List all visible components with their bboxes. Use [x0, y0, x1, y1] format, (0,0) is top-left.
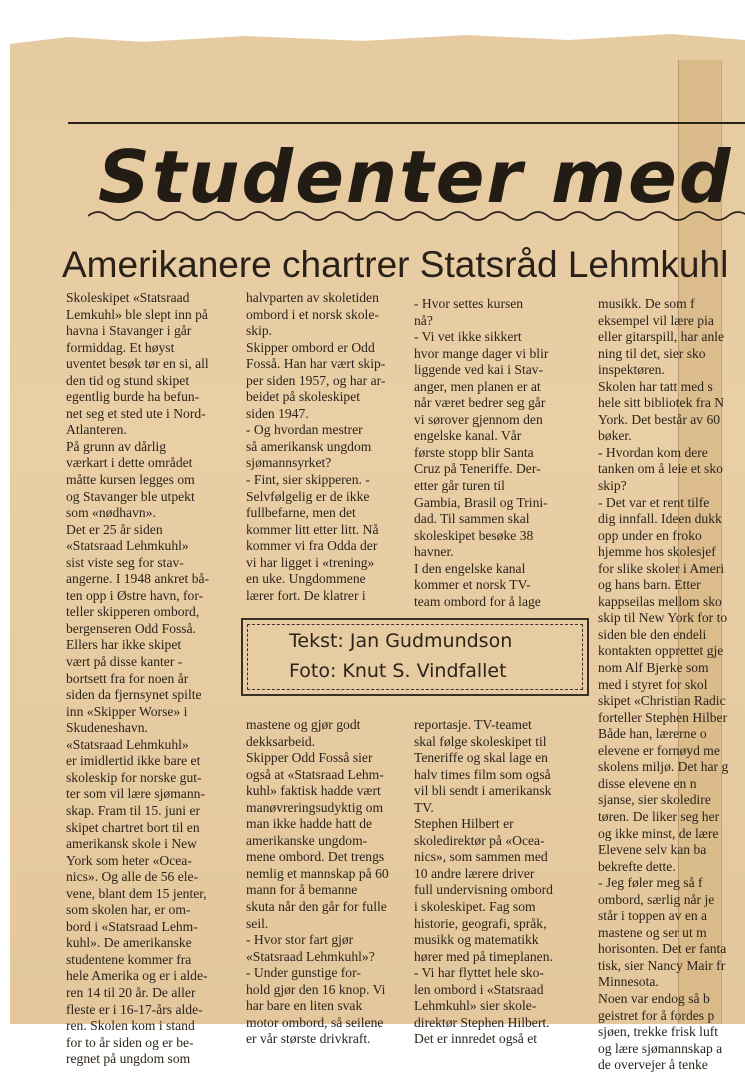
text-line: kappseilas mellom sko	[598, 593, 722, 609]
text-line: skoleskipet besøke 38	[414, 527, 534, 543]
text-line: bortsett fra for noen år	[66, 670, 189, 686]
article-column-3-bottom	[414, 717, 589, 1048]
text-line: Ellers har ikke skipet	[66, 637, 182, 653]
text-line: for to år siden og er be-	[66, 1034, 194, 1050]
text-line: Skoleskipet «Statsraad	[66, 290, 190, 305]
text-line: «Statsraad Lehmkuhl»	[66, 538, 189, 554]
text-line: I den engelske kanal	[414, 560, 526, 576]
text-line: regnet på ungdom som	[66, 1051, 191, 1067]
text-line: per siden 1957, og har ar-	[246, 372, 386, 388]
text-line: Teneriffe og skal lage en	[414, 750, 548, 766]
text-line: mastene og gjør godt	[246, 717, 361, 732]
text-line: hele Amerika og er i alde-	[66, 968, 208, 984]
text-line: skip?	[598, 478, 627, 494]
text-line: havna i Stavanger i går	[66, 323, 192, 339]
text-line: bergenseren Odd Fosså.	[66, 620, 196, 636]
text-line: formiddag. Et høyst	[66, 339, 175, 355]
text-line: Fosså. Han har vært skip-	[246, 356, 386, 372]
text-line: nics». Og alle de 56 ele-	[66, 869, 199, 885]
text-line: kuhl» faktisk hadde vært	[246, 783, 381, 799]
text-line: etter går turen til	[414, 478, 505, 494]
text-line: Lemkuhl» ble slept inn på	[66, 306, 208, 322]
text-line: Skolen har tatt med s	[598, 378, 713, 394]
text-credit: Tekst: Jan Gudmundson	[289, 630, 513, 652]
text-line: skolens miljø. Det har g	[598, 759, 729, 775]
text-line: amerikansk skole i New	[66, 836, 197, 852]
text-line: - Hvor stor fart gjør	[246, 932, 354, 948]
text-line: York. Det består av 60	[598, 411, 721, 427]
text-line: nå?	[414, 312, 433, 328]
text-line: dig innfall. Ideen dukk	[598, 511, 722, 527]
text-line: skap. Fram til 15. juni er	[66, 802, 201, 818]
text-line: - Jeg føler meg så f	[598, 875, 703, 891]
text-line: full undervisning ombord	[414, 882, 553, 898]
text-line: siden 1947.	[246, 405, 309, 421]
text-line: vene, blant dem 15 jenter,	[66, 885, 207, 901]
text-line: - Hvor settes kursen	[414, 296, 524, 311]
text-line: vi sørover gjennom den	[414, 411, 543, 427]
text-line: skuta når den går for fulle	[246, 899, 387, 915]
text-line: og Stavanger ble utpekt	[66, 488, 195, 504]
text-line: inspektøren.	[598, 362, 665, 378]
text-line: og hans barn. Etter	[598, 577, 701, 593]
text-line: skip til New York for to	[598, 610, 728, 626]
text-line: opp under en froko	[598, 527, 702, 543]
article-column-4	[598, 296, 745, 1074]
text-line: står i toppen av en a	[598, 908, 708, 924]
text-line: sjanse, sier skoledire	[598, 792, 711, 808]
text-line: Både han, lærerne o	[598, 726, 707, 742]
text-line: historie, geografi, språk,	[414, 915, 547, 931]
text-line: en uke. Ungdommene	[246, 571, 366, 587]
text-line: Lehmkuhl» sier skole-	[414, 998, 537, 1014]
text-line: bekrefte dette.	[598, 858, 676, 874]
text-line: engelske kanal. Vår	[414, 428, 522, 444]
text-line: hjemme hos skolesjef	[598, 544, 716, 560]
text-line: nics», som sammen med	[414, 849, 548, 865]
text-line: kontakten opprettet gje	[598, 643, 724, 659]
text-line: Atlanteren.	[66, 422, 127, 438]
text-line: teller skipperen ombord,	[66, 604, 200, 620]
text-line: tisk, sier Nancy Mair fr	[598, 957, 726, 973]
text-line: siden ble den endeli	[598, 626, 707, 642]
text-line: ren 14 til 20 år. De aller	[66, 984, 196, 1000]
text-line: amerikanske ungdom-	[246, 832, 368, 848]
text-line: den tid og stund skipet	[66, 372, 190, 388]
text-line: havner.	[414, 544, 454, 560]
text-line: ten opp i Østre havn, for-	[66, 587, 204, 603]
text-line: seil.	[246, 915, 269, 931]
text-line: - Og hvordan mestrer	[246, 422, 363, 438]
text-line: skal følge skoleskipet til	[414, 733, 547, 749]
text-line: dad. Til sammen skal	[414, 511, 530, 527]
text-line: hvor mange dager vi blir	[414, 345, 549, 361]
text-line: bøker.	[598, 428, 632, 444]
text-line: siden da fjernsynet spilte	[66, 687, 202, 703]
text-line: også at «Statsraad Lehm-	[246, 766, 384, 782]
photo-credit: Foto: Knut S. Vindfallet	[289, 660, 507, 682]
text-line: ning til det, sier sko	[598, 345, 706, 361]
text-line: hører med på timeplanen.	[414, 948, 553, 964]
text-line: - Vi vet ikke sikkert	[414, 329, 522, 345]
text-line: Skipper Odd Fosså sier	[246, 750, 373, 766]
text-line: 10 andre lærere driver	[414, 865, 535, 881]
article-column-3-top	[414, 296, 589, 610]
text-line: anger, men planen er at	[414, 378, 541, 394]
text-line: skip.	[246, 323, 273, 339]
text-line: Elevene selv kan ba	[598, 842, 707, 858]
text-line: sjøen, trekke frisk luft	[598, 1024, 719, 1040]
text-line: ter som vil lære sjømann-	[66, 786, 205, 802]
text-line: reportasje. TV-teamet	[414, 717, 532, 732]
text-line: Gambia, Brasil og Trini-	[414, 494, 548, 510]
text-line: beidet på skoleskipet	[246, 389, 361, 405]
text-line: halv times film som også	[414, 766, 551, 782]
text-line: elevene er fornøyd me	[598, 742, 720, 758]
article-column-1	[66, 290, 226, 1068]
text-line: direktør Stephen Hilbert.	[414, 1014, 550, 1030]
text-line: musikk og matematikk	[414, 932, 539, 948]
subheadline: Amerikanere chartrer Statsråd Lehmkuhl	[62, 244, 729, 285]
text-line: «Statsraad Lehmkuhl»?	[246, 948, 375, 964]
text-line: len ombord i «Statsraad	[414, 981, 544, 997]
text-line: vært på disse kanter -	[66, 654, 183, 670]
text-line: TV.	[414, 799, 434, 815]
text-line: de overvejer å tenke	[598, 1057, 708, 1073]
text-line: tøren. De liker seg her	[598, 808, 720, 824]
text-line: er vår største drivkraft.	[246, 1031, 371, 1047]
text-line: manøvreringsudyktig om	[246, 799, 384, 815]
text-line: mene ombord. Det trengs	[246, 849, 385, 865]
text-line: og ikke minst, de lære	[598, 825, 719, 841]
text-line: disse elevene en n	[598, 775, 697, 791]
text-line: ombord, særlig når je	[598, 891, 715, 907]
text-line: når været bedrer seg går	[414, 395, 546, 411]
text-line: skoledirektør på «Ocea-	[414, 832, 545, 848]
text-line: York som heter «Ocea-	[66, 852, 192, 868]
text-line: i skoleskipet. Fag som	[414, 899, 536, 915]
text-line: værkart i dette området	[66, 455, 193, 471]
text-line: dekksarbeid.	[246, 733, 316, 749]
text-line: team ombord for å lage	[414, 593, 541, 609]
text-line: nom Alf Bjerke som	[598, 660, 709, 676]
text-line: kommer et norsk TV-	[414, 577, 531, 593]
text-line: skipet chartret bort til en	[66, 819, 200, 835]
text-line: - Vi har flyttet hele sko-	[414, 965, 544, 981]
text-line: Noen var endog så b	[598, 990, 710, 1006]
text-line: - Det var et rent tilfe	[598, 494, 710, 510]
text-line: egentlig burde ha befun-	[66, 389, 200, 405]
text-line: er imidlertid ikke bare et	[66, 753, 201, 769]
text-line: fullbefarne, men det	[246, 505, 356, 521]
text-line: Skudeneshavn.	[66, 720, 148, 736]
text-line: Cruz på Teneriffe. Der-	[414, 461, 541, 477]
text-line: hold gjør den 16 knop. Vi	[246, 981, 386, 997]
text-line: ren. Skolen kom i stand	[66, 1018, 195, 1034]
text-line: angerne. I 1948 ankret bå-	[66, 571, 210, 587]
text-line: nemlig et mannskap på 60	[246, 865, 389, 881]
text-line: som «nødhavn».	[66, 505, 156, 521]
text-line: fleste er i 16-17-års alde-	[66, 1001, 203, 1017]
text-line: musikk. De som f	[598, 296, 695, 311]
text-line: Stephen Hilbert er	[414, 816, 514, 832]
text-line: inn «Skipper Worse» i	[66, 703, 188, 719]
text-line: tanken om å leie et sko	[598, 461, 723, 477]
text-line: som skolen har, er om-	[66, 902, 191, 918]
text-line: for slike skoler i Ameri	[598, 560, 725, 576]
text-line: og lære sjømannskap a	[598, 1040, 723, 1056]
text-line: kuhl». De amerikanske	[66, 935, 192, 951]
text-line: net seg et sted ute i Nord-	[66, 405, 206, 421]
text-line: ombord i et norsk skole-	[246, 306, 379, 322]
text-line: skipet «Christian Radic	[598, 693, 726, 709]
text-line: - Under gunstige for-	[246, 965, 361, 981]
text-line: første stopp blir Santa	[414, 444, 534, 460]
text-line: lærer fort. De klatrer i	[246, 587, 366, 603]
text-line: skoleskip for norske gut-	[66, 769, 202, 785]
top-rule	[68, 122, 745, 124]
text-line: vil bli sendt i amerikansk	[414, 783, 552, 799]
text-line: Minnesota.	[598, 974, 659, 990]
text-line: man ikke hadde hatt de	[246, 816, 373, 832]
article-column-2-top	[246, 290, 396, 604]
text-line: sjømannsyrket?	[246, 455, 332, 471]
text-line: Selvfølgelig er de ikke	[246, 488, 370, 504]
text-line: horisonten. Det er fanta	[598, 941, 727, 957]
text-line: mann for å bemanne	[246, 882, 358, 898]
text-line: studentene kommer fra	[66, 951, 192, 967]
text-line: - Fint, sier skipperen. -	[246, 472, 370, 488]
text-line: kommer litt etter litt. Nå	[246, 521, 379, 537]
text-line: forteller Stephen Hilber	[598, 709, 728, 725]
article-column-2-bottom	[246, 717, 396, 1048]
text-line: liggende ved kai i Stav-	[414, 362, 544, 378]
text-line: På grunn av dårlig	[66, 438, 167, 454]
text-line: eller gitarspill, har anle	[598, 329, 725, 345]
text-line: Skipper ombord er Odd	[246, 339, 375, 355]
text-line: kommer vi fra Odda der	[246, 538, 378, 554]
text-line: - Hvordan kom dere	[598, 444, 708, 460]
wavy-divider	[88, 208, 745, 224]
text-line: mastene og ser ut m	[598, 924, 707, 940]
text-line: Det er 25 år siden	[66, 521, 163, 537]
text-line: så amerikansk ungdom	[246, 438, 372, 454]
text-line: sist viste seg for stav-	[66, 554, 184, 570]
credits-box	[241, 618, 589, 696]
text-line: med i styret for skol	[598, 676, 708, 692]
headline: Studenter med	[98, 135, 733, 219]
text-line: uventet besøk tør en si, all	[66, 356, 209, 372]
text-line: vi har ligget i «trening»	[246, 554, 375, 570]
text-line: geistret for å fordes p	[598, 1007, 715, 1023]
text-line: halvparten av skoletiden	[246, 290, 379, 305]
text-line: «Statsraad Lehmkuhl»	[66, 736, 189, 752]
text-line: motor ombord, så seilene	[246, 1014, 384, 1030]
text-line: bord i «Statsraad Lehm-	[66, 918, 198, 934]
text-line: hele sitt bibliotek fra N	[598, 395, 725, 411]
text-line: Det er innredet også et	[414, 1031, 538, 1047]
text-line: har bare en liten svak	[246, 998, 363, 1014]
text-line: måtte kursen legges om	[66, 472, 195, 488]
text-line: eksempel vil lære pia	[598, 312, 714, 328]
